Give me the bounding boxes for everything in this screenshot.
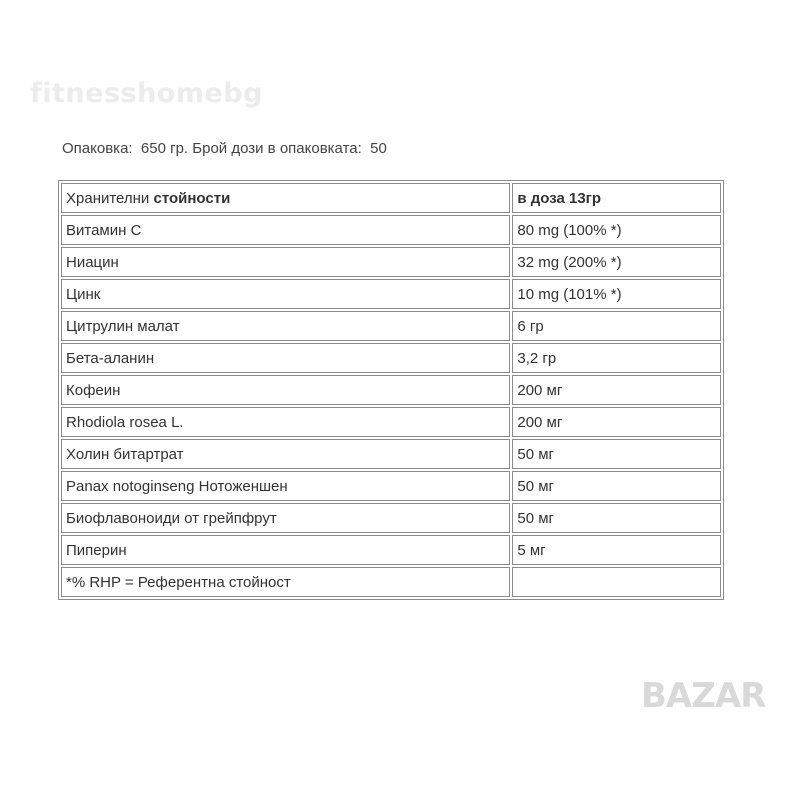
table-row <box>61 279 721 309</box>
nutrient-name: Холин битартрат <box>61 439 510 469</box>
table-row <box>61 471 721 501</box>
nutrient-dose: 200 мг <box>512 375 721 405</box>
nutrient-dose: 32 mg (200% *) <box>512 247 721 277</box>
package-info: Опаковка: 650 гр. Брой дози в опаковката: 50 <box>62 140 387 157</box>
table-row <box>61 439 721 469</box>
table-row <box>61 535 721 565</box>
header-name-bold: стойности <box>153 189 231 207</box>
table-footnote-row <box>61 567 721 597</box>
nutrient-name: Rhodiola rosea L. <box>61 407 510 437</box>
nutrient-name: Биофлавоноиди от грейпфрут <box>61 503 510 533</box>
nutrient-dose: 10 mg (101% *) <box>512 279 721 309</box>
nutrient-dose: 3,2 гр <box>512 343 721 373</box>
nutrient-name: Кофеин <box>61 375 510 405</box>
nutrient-dose: 50 мг <box>512 503 721 533</box>
footnote-text: *% RHP = Референтна стойност <box>61 567 510 597</box>
header-name-cell <box>61 183 510 213</box>
nutrient-dose: 200 мг <box>512 407 721 437</box>
table-header-row <box>61 183 721 213</box>
nutrient-name: Пиперин <box>61 535 510 565</box>
header-dose-cell: в доза 13гр <box>512 183 721 213</box>
nutrient-name: Витамин С <box>61 215 510 245</box>
table-row <box>61 247 721 277</box>
table-row <box>61 215 721 245</box>
table-row <box>61 407 721 437</box>
nutrient-name: Бета-аланин <box>61 343 510 373</box>
nutrient-dose: 80 mg (100% *) <box>512 215 721 245</box>
nutrition-table <box>58 180 724 600</box>
bazar-logo: BAZAR <box>641 676 766 716</box>
nutrient-name: Цинк <box>61 279 510 309</box>
nutrient-name: Panax notoginseng Нотоженшен <box>61 471 510 501</box>
nutrient-dose: 5 мг <box>512 535 721 565</box>
footnote-empty-cell <box>512 567 721 597</box>
nutrient-name: Ниацин <box>61 247 510 277</box>
table-row <box>61 503 721 533</box>
nutrient-dose: 50 мг <box>512 471 721 501</box>
table-row <box>61 375 721 405</box>
nutrient-dose: 50 мг <box>512 439 721 469</box>
nutrient-name: Цитрулин малат <box>61 311 510 341</box>
watermark-text: fitnesshomebg <box>30 78 263 109</box>
table-row <box>61 343 721 373</box>
header-name-plain: Хранителни <box>66 189 154 207</box>
nutrient-dose: 6 гр <box>512 311 721 341</box>
table-row <box>61 311 721 341</box>
